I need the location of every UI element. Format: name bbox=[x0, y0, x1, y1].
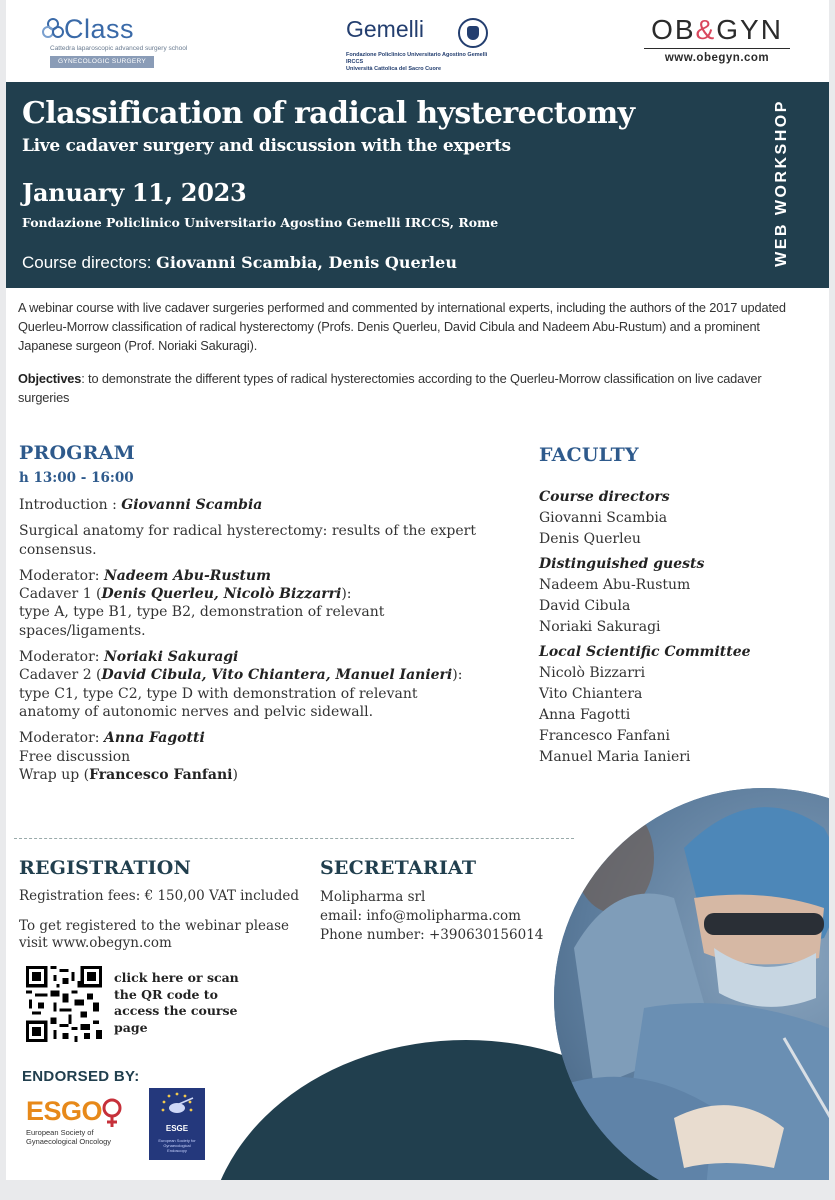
program-time: h 13:00 - 16:00 bbox=[19, 470, 134, 486]
obgyn-gyn: GYN bbox=[716, 14, 783, 45]
program-list bbox=[19, 496, 479, 792]
faculty-category: Course directors bbox=[539, 489, 670, 505]
wrap-up-label: Wrap up ( bbox=[19, 766, 90, 783]
intro-text: A webinar course with live cadaver surgeries performed and commented by international experts, including the authors of the 2017 updated Querleu-Morrow classification of radical hysterectomy (Profs. Denis Querleu, David Cibula and Nadeem Abu-Rustum) and a prominent Japanese surgeon (Prof. Noriaki Sakuragi). bbox=[18, 300, 786, 353]
logo-strip bbox=[6, 0, 829, 80]
obgyn-logo bbox=[642, 14, 792, 74]
program-discussion bbox=[19, 729, 479, 784]
objectives bbox=[18, 369, 816, 407]
qr-code-icon[interactable] bbox=[26, 966, 102, 1042]
program-cadaver-1 bbox=[19, 567, 479, 640]
esgo-fullname bbox=[26, 1128, 111, 1146]
cadaver-2-close: ): bbox=[452, 667, 463, 684]
gemelli-line-2: Università Cattolica del Sacro Cuore bbox=[346, 66, 442, 72]
course-directors-label: Course directors: bbox=[22, 253, 157, 272]
faculty-member: Nadeem Abu-Rustum bbox=[539, 577, 691, 593]
esgo-line-2: Gynaecological Oncology bbox=[26, 1137, 112, 1146]
faculty-member: Vito Chiantera bbox=[539, 686, 643, 702]
female-symbol-icon bbox=[100, 1098, 124, 1128]
faculty-category: Distinguished guests bbox=[539, 556, 705, 572]
class-logo-tagline: Cattedra laparoscopic advanced surgery school bbox=[50, 45, 188, 52]
faculty-member: Noriaki Sakuragi bbox=[539, 619, 661, 635]
cadaver-2-surgeons: David Cibula, Vito Chiantera, Manuel Ianieri bbox=[101, 667, 453, 684]
esgo-line-1: European Society of bbox=[26, 1128, 94, 1137]
class-flower-icon bbox=[42, 18, 64, 42]
faculty-member: Manuel Maria Ianieri bbox=[539, 749, 691, 765]
faculty-group bbox=[539, 554, 799, 638]
cadaver-1-label: Cadaver 1 ( bbox=[19, 586, 102, 603]
faculty-category: Local Scientific Committee bbox=[539, 644, 751, 660]
web-workshop-text: WEB WORKSHOP bbox=[773, 99, 790, 267]
esgo-logo bbox=[26, 1096, 126, 1150]
moderator-3-label: Moderator: bbox=[19, 730, 104, 747]
moderator-2-name: Noriaki Sakuragi bbox=[103, 649, 239, 666]
faculty-group bbox=[539, 487, 799, 550]
gemelli-line-1: Fondazione Policlinico Universitario Agostino Gemelli IRCCS bbox=[346, 52, 488, 65]
gemelli-logo-subtitle bbox=[346, 52, 502, 73]
moderator-3-name: Anna Fagotti bbox=[103, 730, 205, 747]
secretariat-phone: Phone number: +390630156014 bbox=[320, 927, 544, 943]
event-date: January 11, 2023 bbox=[22, 178, 247, 207]
cadaver-1-surgeons: Denis Querleu, Nicolò Bizzarri bbox=[101, 586, 342, 603]
secretariat-company: Molipharma srl bbox=[320, 889, 426, 905]
course-directors-names: Giovanni Scambia, Denis Querleu bbox=[156, 253, 457, 272]
esge-fullname: European Society for Gynaecological Endoscopy bbox=[158, 1138, 196, 1153]
faculty-member: Giovanni Scambia bbox=[539, 510, 668, 526]
program-introduction bbox=[19, 496, 479, 514]
moderator-1-name: Nadeem Abu-Rustum bbox=[103, 567, 271, 584]
esgo-name: ESGO bbox=[26, 1096, 103, 1126]
esge-stars-icon bbox=[149, 1088, 205, 1124]
title-banner bbox=[6, 82, 829, 288]
cadaver-2-description: type C1, type C2, type D with demonstration of relevant anatomy of autonomic nerves and pelvic sidewall. bbox=[19, 685, 418, 720]
faculty-list bbox=[539, 487, 799, 772]
obgyn-ob: OB bbox=[651, 14, 696, 45]
faculty-member: Denis Querleu bbox=[539, 531, 641, 547]
surgery-photo-illustration bbox=[554, 788, 829, 1180]
gemelli-logo bbox=[342, 16, 502, 72]
program-heading: PROGRAM bbox=[19, 442, 135, 464]
wrap-up-close: ) bbox=[232, 766, 238, 783]
surgery-photo bbox=[554, 788, 829, 1180]
faculty-member: Anna Fagotti bbox=[539, 707, 631, 723]
class-logo bbox=[42, 14, 188, 72]
faculty-group bbox=[539, 642, 799, 768]
esge-name: ESGE bbox=[165, 1124, 189, 1133]
esge-logo bbox=[149, 1088, 205, 1160]
cadaver-1-description: type A, type B1, type B2, demonstration of relevant spaces/ligaments. bbox=[19, 604, 385, 639]
page-title: Classification of radical hysterectomy bbox=[22, 96, 635, 131]
faculty-member: Francesco Fanfani bbox=[539, 728, 670, 744]
obgyn-divider bbox=[644, 48, 790, 49]
cadaver-2-label: Cadaver 2 ( bbox=[19, 667, 102, 684]
secretariat-details bbox=[320, 888, 543, 945]
obgyn-amp: & bbox=[695, 14, 717, 45]
class-logo-name: Class bbox=[64, 14, 135, 44]
flyer-page bbox=[6, 0, 829, 1180]
objectives-label: Objectives bbox=[18, 371, 82, 386]
obgyn-logo-name bbox=[642, 14, 792, 46]
moderator-1-label: Moderator: bbox=[19, 567, 104, 584]
secretariat-email[interactable]: email: info@molipharma.com bbox=[320, 908, 521, 924]
class-logo-bar: GYNECOLOGIC SURGERY bbox=[50, 56, 154, 68]
secretariat-heading: SECRETARIAT bbox=[320, 857, 477, 879]
qr-instructions[interactable]: click here or scan the QR code to access the course page bbox=[114, 970, 239, 1035]
gemelli-logo-name: Gemelli bbox=[346, 16, 424, 42]
faculty-member: David Cibula bbox=[539, 598, 631, 614]
endorsed-heading: ENDORSED BY: bbox=[22, 1068, 140, 1085]
cadaver-1-close: ): bbox=[341, 586, 352, 603]
registration-visit[interactable]: To get registered to the webinar please visit www.obegyn.com bbox=[19, 918, 289, 951]
program-cadaver-2 bbox=[19, 648, 479, 721]
section-divider bbox=[14, 838, 574, 839]
obgyn-url: www.obegyn.com bbox=[664, 52, 770, 64]
moderator-2-label: Moderator: bbox=[19, 649, 104, 666]
free-discussion: Free discussion bbox=[19, 748, 131, 765]
registration-fees: Registration fees: € 150,00 VAT included bbox=[19, 888, 299, 904]
introduction-label: Introduction : bbox=[19, 497, 122, 513]
faculty-member: Nicolò Bizzarri bbox=[539, 665, 646, 681]
event-venue: Fondazione Policlinico Universitario Agostino Gemelli IRCCS, Rome bbox=[22, 215, 499, 230]
faculty-heading: FACULTY bbox=[539, 444, 639, 466]
course-directors bbox=[22, 253, 457, 273]
program-anatomy: Surgical anatomy for radical hysterectomy: results of the expert consensus. bbox=[19, 523, 476, 558]
registration-heading: REGISTRATION bbox=[19, 857, 192, 879]
page-subtitle: Live cadaver surgery and discussion with the experts bbox=[22, 136, 511, 156]
gemelli-seal-icon bbox=[458, 18, 488, 48]
introduction-speaker: Giovanni Scambia bbox=[121, 497, 263, 513]
wrap-up-name: Francesco Fanfani bbox=[89, 766, 233, 783]
objectives-text: : to demonstrate the different types of radical hysterectomies according to the Querleu-Morrow classification on live cadaver surgeries bbox=[18, 371, 762, 405]
